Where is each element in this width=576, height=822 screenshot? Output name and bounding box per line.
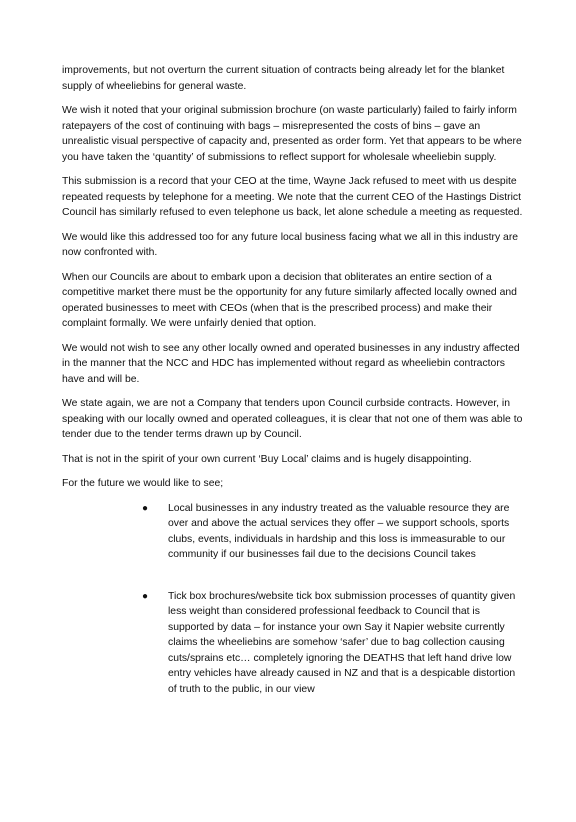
paragraph: For the future we would like to see; — [62, 478, 224, 489]
bullet-icon: ● — [142, 502, 149, 514]
list-item — [142, 501, 524, 563]
list-item-text: Local businesses in any industry treated as the valuable resource they are over and above the actual services they offer – we support schools, sports clubs, events, individuals in hardship and this loss is immeasurable to our community if our businesses fail due to the decisions Council takes — [168, 502, 510, 560]
paragraph: We would like this addressed too for any future local business facing what we all in this industry are now confronted with. — [62, 231, 519, 258]
paragraph: This submission is a record that your CEO at the time, Wayne Jack refused to meet with us despite repeated requests by telephone for a meeting. We note that the current CEO of the Hastings District Council has similarly refused to even telephone us back, let alone schedule a meeting as requested. — [62, 176, 523, 218]
list-item — [142, 589, 524, 698]
list-item-text: Tick box brochures/website tick box submission processes of quantity given less weight than considered professional feedback to Council that is supported by data – for instance your own Say it Napier website currently claims the wheeliebins are somehow ‘safer’ due to bag collection causing cuts/sprains etc… completely ignoring the DEATHS that left hand drive low entry vehicles have already caused in NZ and that is a despicable distortion of truth to the public, in our view — [168, 590, 516, 695]
paragraph: We state again, we are not a Company that tenders upon Council curbside contracts. However, in speaking with our locally owned and operated colleagues, it is clear that not one of them was able to tender due to the tender terms drawn up by Council. — [62, 398, 523, 440]
document-body — [62, 63, 524, 723]
paragraph: When our Councils are about to embark upon a decision that obliterates an entire section of a competitive market there must be the opportunity for any future similarly affected locally owned and operated businesses to meet with CEOs (when that is the prescribed process) and make their complaint formally. We were unfairly denied that option. — [62, 271, 517, 329]
paragraph: We wish it noted that your original submission brochure (on waste particularly) failed to fairly inform ratepayers of the cost of continuing with bags – misrepresented the costs of bins – gave an unrealistic visual perspective of capacity and, presented as order form. Yet that appears to be where you have taken the ‘quantity’ of submissions to reflect support for wholesale wheeliebin supply. — [62, 105, 522, 163]
paragraph: improvements, but not overturn the current situation of contracts being already let for the blanket supply of wheeliebins for general waste. — [62, 65, 505, 92]
paragraph: We would not wish to see any other locally owned and operated businesses in any industry affected in the manner that the NCC and HDC has implemented without regard as wheeliebin contractors have and will be. — [62, 342, 520, 385]
bullet-icon: ● — [142, 590, 149, 602]
bullet-list — [142, 501, 524, 698]
paragraph: That is not in the spirit of your own current ‘Buy Local’ claims and is hugely disappointing. — [62, 453, 472, 465]
